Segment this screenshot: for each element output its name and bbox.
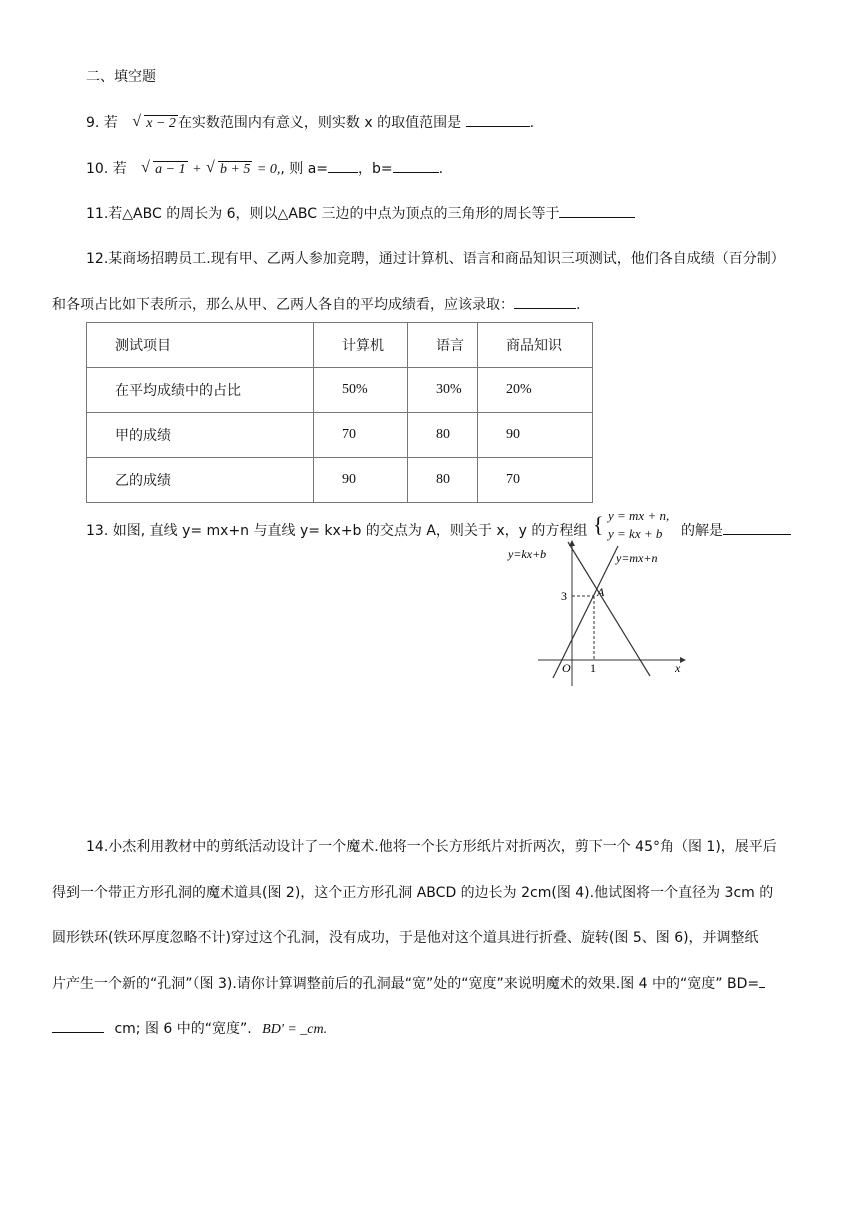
question-10 (86, 158, 443, 178)
table-cell: 70 (314, 413, 408, 458)
question-11 (86, 203, 635, 223)
q11-answer-blank[interactable] (559, 203, 635, 218)
q10-b-blank[interactable] (393, 158, 439, 173)
q10-text-a: , 则 a= (280, 161, 329, 177)
q10-expr-b: b + 5 (219, 162, 251, 177)
table-header-row (87, 323, 593, 368)
q9-text: 在实数范围内有意义，则实数 x 的取值范围是 (177, 115, 462, 131)
q13-system-1: y = mx + n, (608, 508, 670, 523)
table-cell: 70 (478, 458, 593, 503)
q10-a-blank[interactable] (328, 158, 358, 173)
q10-plus: + (192, 162, 202, 177)
question-9 (86, 112, 534, 132)
q10-eq: = 0, (256, 162, 281, 177)
q9-sqrt (132, 113, 178, 132)
q14-bd-blank-start[interactable] (759, 973, 765, 988)
label-x-axis: x (675, 661, 681, 675)
sqrt-sign-icon: √ (205, 159, 215, 176)
q9-expr: x − 2 (146, 116, 176, 131)
table-header-cell: 计算机 (314, 323, 408, 368)
q9-end: . (529, 115, 535, 131)
q13-after-text: 的解是 (681, 523, 723, 539)
q10-expr-a: a − 1 (155, 162, 186, 177)
q12-answer-blank[interactable] (514, 294, 576, 309)
q9-answer-blank[interactable] (466, 112, 530, 127)
q14-line-1: 14.小杰利用教材中的剪纸活动设计了一个魔术.他将一个长方形纸片对折两次，剪下一个 45°角（图 1)，展平后 (86, 839, 777, 855)
table-cell: 甲的成绩 (87, 413, 314, 458)
q14-line-2: 得到一个带正方形孔洞的魔术道具(图 2)，这个正方形孔洞 ABCD 的边长为 2cm(图 4).他试图将一个直径为 3cm 的 (52, 885, 774, 901)
table-cell: 90 (314, 458, 408, 503)
q10-end: . (438, 161, 444, 177)
table-header-cell: 商品知识 (478, 323, 593, 368)
label-y-3: 3 (561, 589, 567, 603)
label-origin: O (562, 661, 571, 675)
label-kx-plus-b: y=kx+b (508, 547, 547, 561)
label-mx-plus-n: y=mx+n (616, 551, 658, 565)
q14-line-5-text: cm; 图 6 中的“宽度”. (114, 1021, 252, 1037)
table-cell: 90 (478, 413, 593, 458)
q14-line-5 (52, 1018, 327, 1038)
q14-line-3: 圆形铁环(铁环厚度忽略不计)穿过这个孔洞，没有成功，于是他对这个道具进行折叠、旋转(图 5、图 6)，并调整纸 (52, 930, 759, 946)
table-cell: 80 (408, 458, 478, 503)
q14-bd-prime: BD' = _cm. (262, 1022, 328, 1037)
q13-answer-blank[interactable] (723, 520, 791, 535)
sqrt-sign-icon: √ (141, 159, 150, 176)
q13-brace: { (593, 512, 604, 537)
table-header-cell: 语言 (408, 323, 478, 368)
x-axis-arrow-icon (680, 657, 686, 663)
q13-graph (500, 538, 700, 688)
line-mx-plus-n (553, 546, 618, 678)
table-cell: 80 (408, 413, 478, 458)
section-title: 二、填空题 (86, 69, 156, 85)
table-cell: 50% (314, 368, 408, 413)
table-cell: 20% (478, 368, 593, 413)
table-header-cell: 测试项目 (87, 323, 314, 368)
q13-system-2: y = kx + b (608, 526, 663, 541)
q13-text: 13. 如图, 直线 y= mx+n 与直线 y= kx+b 的交点为 A，则关于 x，y 的方程组 (86, 523, 588, 539)
q12-text: 和各项占比如下表所示，那么从甲、乙两人各自的平均成绩看，应该录取： (52, 297, 514, 313)
q9-number: 9. 若 (86, 115, 118, 131)
table-row (87, 458, 593, 503)
q12-end: . (576, 297, 581, 313)
table-cell: 30% (408, 368, 478, 413)
q13-after (681, 520, 791, 540)
table-row (87, 413, 593, 458)
q12-line-1: 12.某商场招聘员工.现有甲、乙两人参加竞聘，通过计算机、语言和商品知识三项测试，他们各自成绩（百分制） (86, 251, 785, 267)
table-cell: 乙的成绩 (87, 458, 314, 503)
q12-line-2 (52, 294, 580, 314)
label-point-a: A (597, 585, 605, 599)
q11-text: 11.若△ABC 的周长为 6，则以△ABC 三边的中点为顶点的三角形的周长等于 (86, 206, 560, 222)
q10-text-b: ，b= (358, 161, 393, 177)
score-table (86, 322, 593, 503)
q10-sqrt-a (141, 159, 187, 178)
table-row (87, 368, 593, 413)
q14-line-4 (52, 973, 765, 993)
table-cell: 在平均成绩中的占比 (87, 368, 314, 413)
sqrt-sign-icon: √ (132, 113, 142, 130)
q14-bd-blank[interactable] (52, 1018, 104, 1033)
q10-sqrt-b (205, 159, 252, 178)
label-x-1: 1 (590, 661, 596, 675)
q14-line-4-text: 片产生一个新的“孔洞”（图 3).请你计算调整前后的孔洞最“宽”处的“宽度”来说明魔术的效果.图 4 中的“宽度” BD= (52, 976, 760, 992)
q10-number: 10. 若 (86, 161, 127, 177)
